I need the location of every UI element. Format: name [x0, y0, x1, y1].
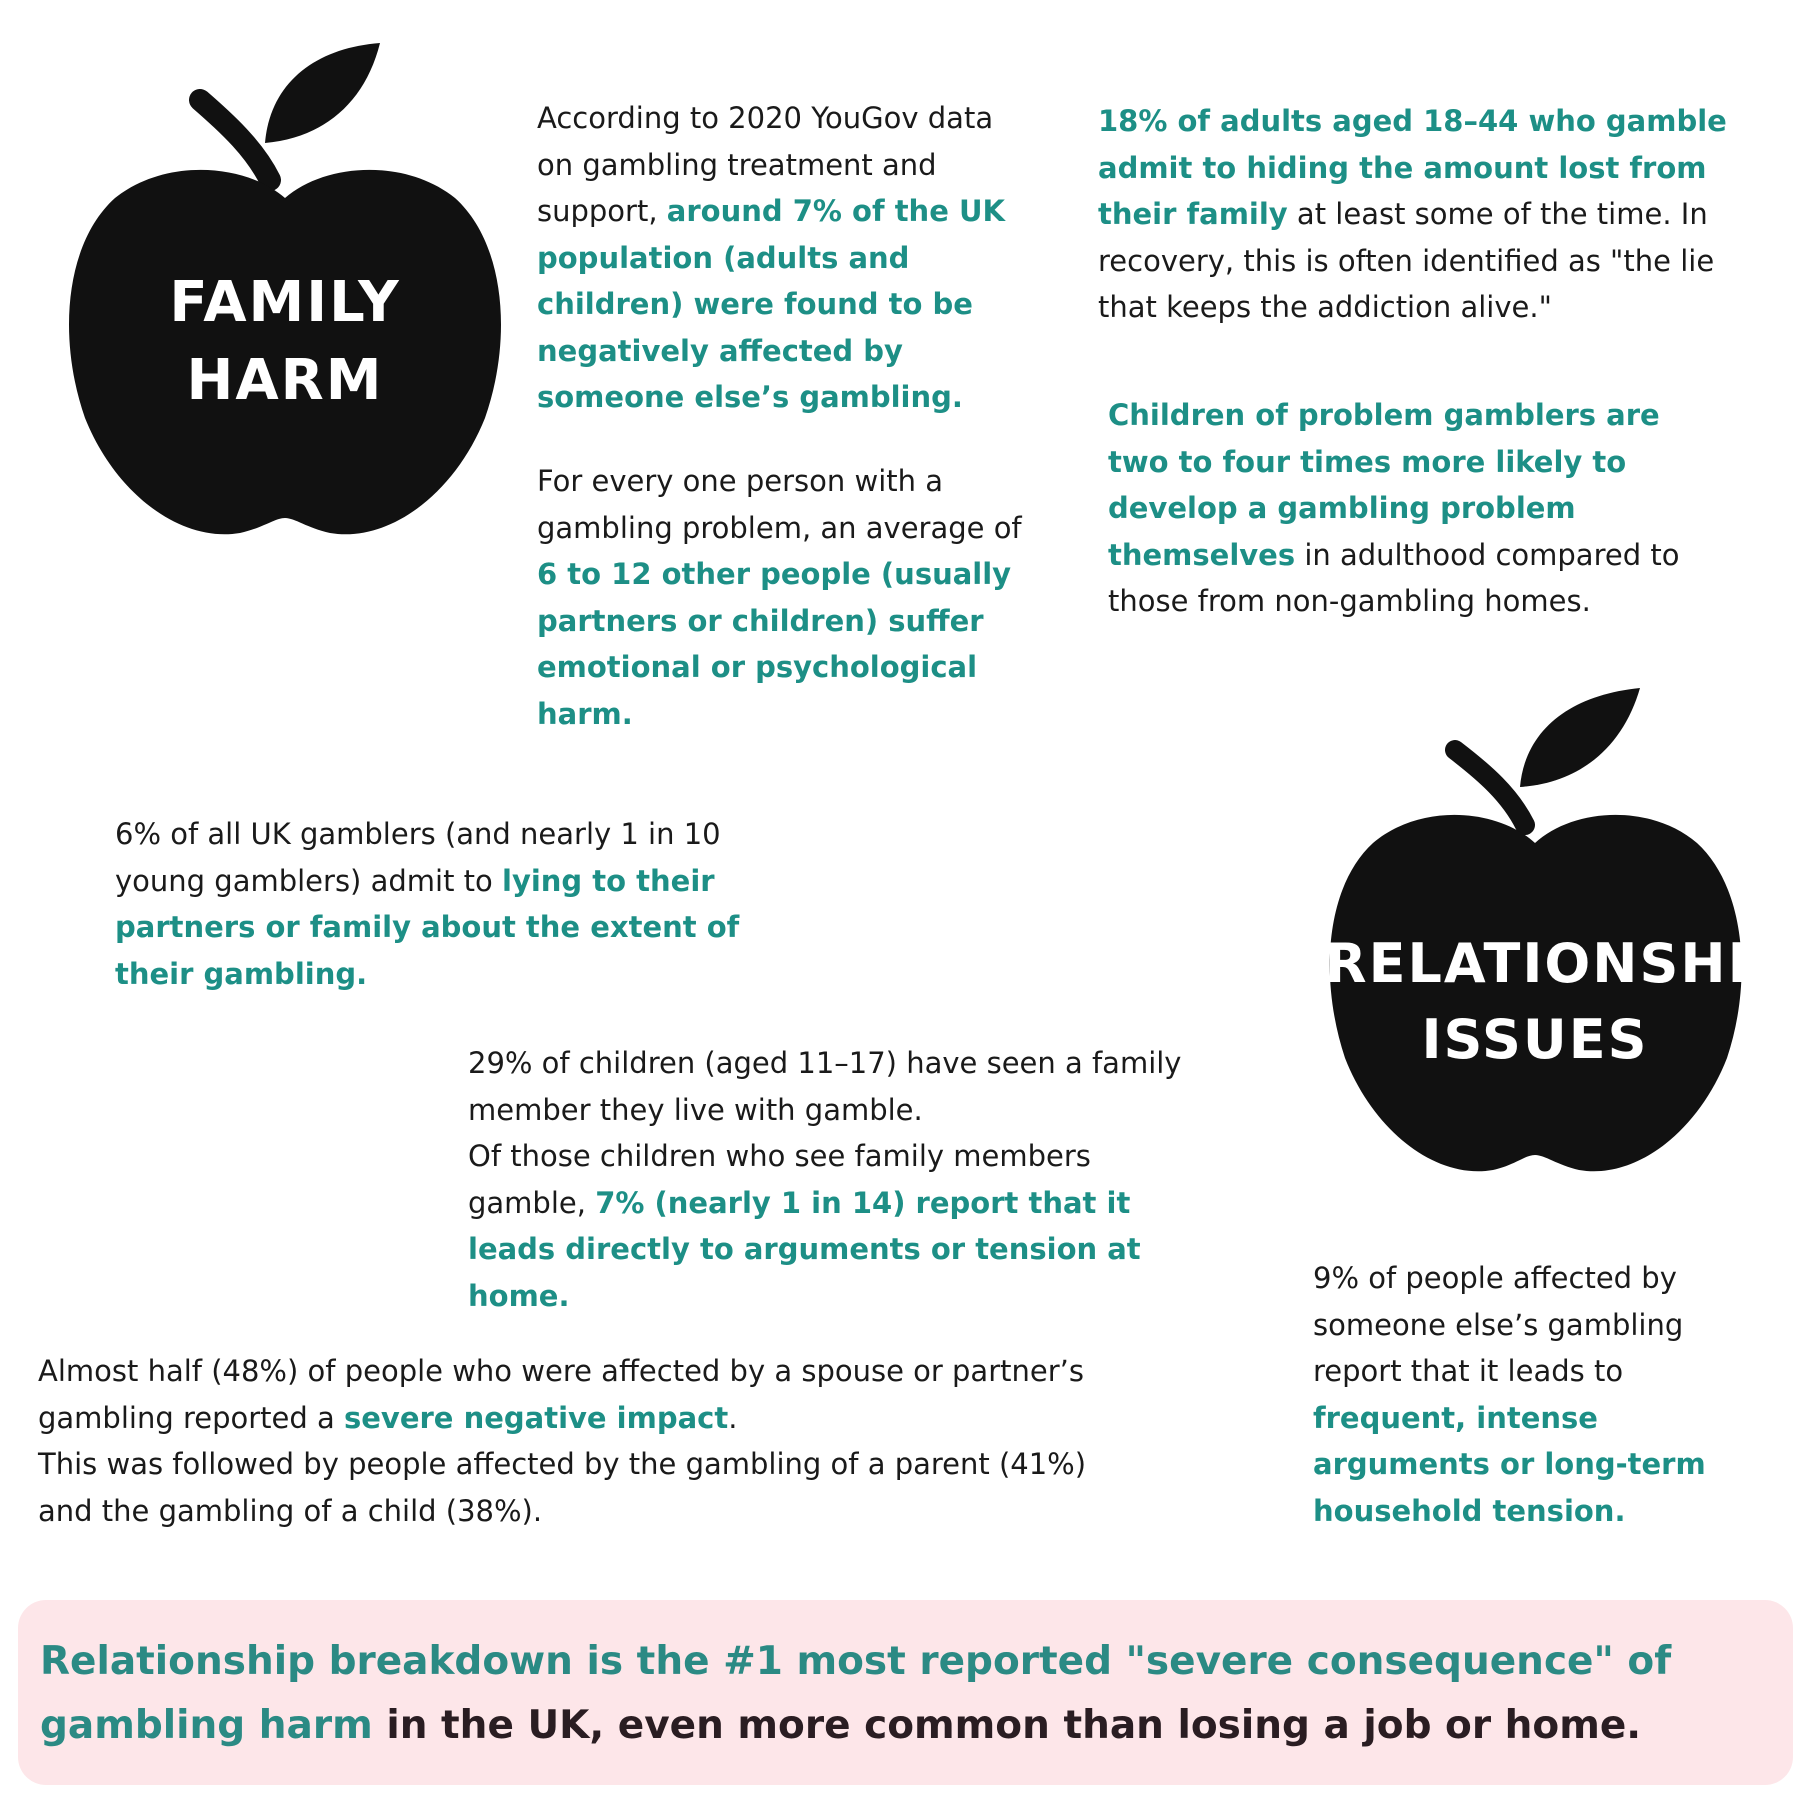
nine-text: 9% of people affected by someone else’s gambling report that it leads to: [1313, 1261, 1684, 1388]
half-text-1: Almost half (48%) of people who were affected by a spouse or partner’s gambling reported a: [38, 1354, 1084, 1435]
yougov-text: According to 2020 YouGov data on gambling treatment and support,: [537, 101, 994, 228]
every-one-stat: [537, 458, 1027, 737]
every-one-highlight: 6 to 12 other people (usually partners or children) suffer emotional or psychological harm.: [537, 557, 1012, 731]
hiding-text: at least some of the time. In recovery, this is often identified as "the lie that keeps the addiction alive.": [1098, 197, 1715, 324]
seen-stat: [468, 1040, 1213, 1319]
lying-stat: [115, 811, 755, 997]
family-label-line2: HARM: [186, 348, 384, 413]
nine-highlight: frequent, intense arguments or long-term household tension.: [1313, 1400, 1706, 1528]
seen-text-1: 29% of children (aged 11–17) have seen a family member they live with gamble.: [468, 1046, 1182, 1127]
seen-highlight: 7% (nearly 1 in 14) report that it leads directly to arguments or tension at home.: [468, 1185, 1141, 1313]
relationship-label-line1: RELATIONSHIP: [1325, 932, 1792, 995]
banner-rest: in the UK, even more common than losing a job or home.: [372, 1703, 1642, 1748]
half-highlight: severe negative impact: [344, 1400, 729, 1435]
banner-highlight: Relationship breakdown is the #1 most reported "severe consequence" of gambling harm: [40, 1639, 1672, 1748]
lying-highlight: lying to their partners or family about the extent of their gambling.: [115, 863, 740, 991]
every-one-text: For every one person with a gambling problem, an average of: [537, 464, 1022, 545]
hiding-stat: [1098, 98, 1738, 331]
children-text: in adulthood compared to those from non-gambling homes.: [1108, 537, 1680, 618]
family-label-line1: FAMILY: [169, 270, 401, 335]
half-text-2: .: [728, 1400, 738, 1435]
seen-text-2: Of those children who see family members gamble,: [468, 1139, 1091, 1220]
half-stat: [38, 1348, 1118, 1534]
nine-percent-stat: [1313, 1255, 1733, 1534]
relationship-issues-apple: [1325, 685, 1792, 1185]
hiding-highlight: 18% of adults aged 18–44 who gamble admit to hiding the amount lost from their family: [1098, 104, 1727, 231]
key-fact-banner: [18, 1600, 1793, 1785]
children-highlight: Children of problem gamblers are two to four times more likely to develop a gambling problem themselves: [1108, 398, 1660, 572]
yougov-highlight: around 7% of the UK population (adults and children) were found to be negatively affected by someone else’s gambling.: [537, 194, 1005, 414]
lying-text: 6% of all UK gamblers (and nearly 1 in 10 young gamblers) admit to: [115, 817, 721, 898]
banner-text: [40, 1630, 1740, 1758]
yougov-stat: [537, 95, 1027, 421]
children-stat: [1108, 392, 1728, 625]
family-harm-apple: [65, 38, 505, 548]
half-text-3: This was followed by people affected by the gambling of a parent (41%) and the gambling of a child (38%).: [38, 1447, 1087, 1528]
relationship-label-line2: ISSUES: [1421, 1007, 1649, 1071]
